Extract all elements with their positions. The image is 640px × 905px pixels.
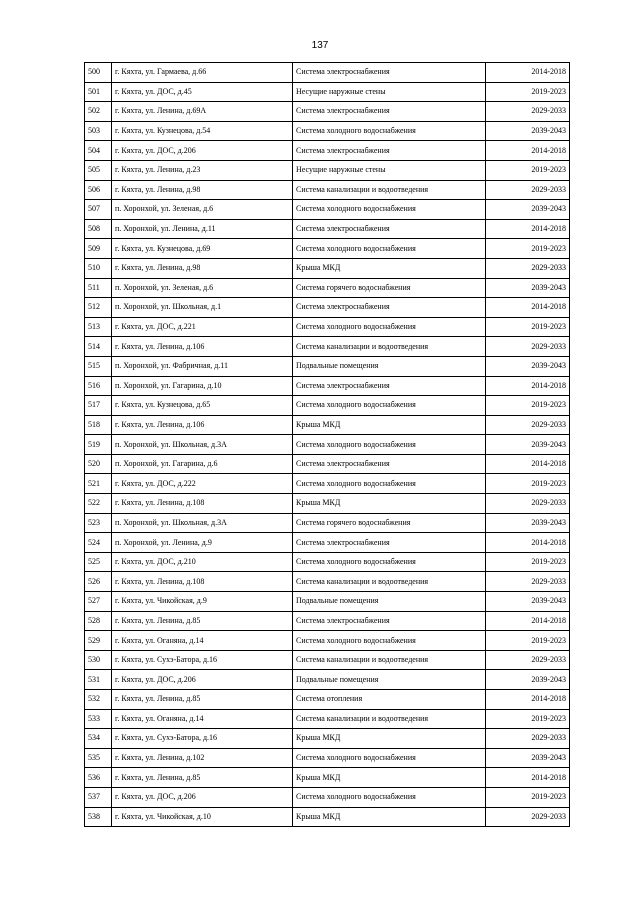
period-cell: 2039-2043 bbox=[486, 121, 570, 141]
system-cell: Подвальные помещения bbox=[293, 356, 486, 376]
table-row bbox=[85, 709, 570, 729]
address-cell: г. Кяхта, ул. Ленина, д.106 bbox=[112, 337, 293, 357]
row-number-cell: 511 bbox=[85, 278, 112, 298]
address-cell: г. Кяхта, ул. Ленина, д.108 bbox=[112, 572, 293, 592]
table-row bbox=[85, 317, 570, 337]
address-cell: г. Кяхта, ул. Ленина, д.85 bbox=[112, 690, 293, 710]
system-cell: Крыша МКД bbox=[293, 415, 486, 435]
system-cell: Крыша МКД bbox=[293, 494, 486, 514]
row-number-cell: 510 bbox=[85, 258, 112, 278]
address-cell: г. Кяхта, ул. Ленина, д.85 bbox=[112, 611, 293, 631]
period-cell: 2014-2018 bbox=[486, 219, 570, 239]
system-cell: Система канализации и водоотведения bbox=[293, 650, 486, 670]
table-row bbox=[85, 552, 570, 572]
row-number-cell: 521 bbox=[85, 474, 112, 494]
table-row bbox=[85, 102, 570, 122]
address-cell: п. Хоронхой, ул. Зеленая, д.6 bbox=[112, 200, 293, 220]
table-row bbox=[85, 494, 570, 514]
address-cell: г. Кяхта, ул. Ленина, д.23 bbox=[112, 160, 293, 180]
system-cell: Система канализации и водоотведения bbox=[293, 180, 486, 200]
system-cell: Система отопления bbox=[293, 690, 486, 710]
table-row bbox=[85, 278, 570, 298]
period-cell: 2039-2043 bbox=[486, 748, 570, 768]
row-number-cell: 534 bbox=[85, 729, 112, 749]
table-row bbox=[85, 337, 570, 357]
table-row bbox=[85, 396, 570, 416]
system-cell: Подвальные помещения bbox=[293, 670, 486, 690]
row-number-cell: 525 bbox=[85, 552, 112, 572]
address-cell: г. Кяхта, ул. Ленина, д.102 bbox=[112, 748, 293, 768]
row-number-cell: 523 bbox=[85, 513, 112, 533]
table-row bbox=[85, 572, 570, 592]
address-cell: п. Хоронхой, ул. Фабричная, д.11 bbox=[112, 356, 293, 376]
row-number-cell: 515 bbox=[85, 356, 112, 376]
row-number-cell: 519 bbox=[85, 435, 112, 455]
address-cell: г. Кяхта, ул. ДОС, д.221 bbox=[112, 317, 293, 337]
system-cell: Система холодного водоснабжения bbox=[293, 435, 486, 455]
system-cell: Система электроснабжения bbox=[293, 141, 486, 161]
period-cell: 2029-2033 bbox=[486, 650, 570, 670]
row-number-cell: 524 bbox=[85, 533, 112, 553]
registry-table bbox=[84, 62, 570, 827]
period-cell: 2029-2033 bbox=[486, 337, 570, 357]
table-row bbox=[85, 592, 570, 612]
period-cell: 2014-2018 bbox=[486, 63, 570, 83]
system-cell: Система холодного водоснабжения bbox=[293, 631, 486, 651]
period-cell: 2029-2033 bbox=[486, 415, 570, 435]
system-cell: Несущие наружные стены bbox=[293, 82, 486, 102]
table-row bbox=[85, 690, 570, 710]
address-cell: г. Кяхта, ул. Оганяна, д.14 bbox=[112, 631, 293, 651]
page-number: 137 bbox=[311, 40, 329, 51]
address-cell: г. Кяхта, ул. ДОС, д.206 bbox=[112, 670, 293, 690]
period-cell: 2039-2043 bbox=[486, 592, 570, 612]
row-number-cell: 532 bbox=[85, 690, 112, 710]
period-cell: 2019-2023 bbox=[486, 82, 570, 102]
period-cell: 2019-2023 bbox=[486, 552, 570, 572]
row-number-cell: 512 bbox=[85, 298, 112, 318]
row-number-cell: 501 bbox=[85, 82, 112, 102]
period-cell: 2029-2033 bbox=[486, 494, 570, 514]
address-cell: п. Хоронхой, ул. Школьная, д.3А bbox=[112, 435, 293, 455]
address-cell: г. Кяхта, ул. Ленина, д.106 bbox=[112, 415, 293, 435]
table-row bbox=[85, 63, 570, 83]
row-number-cell: 538 bbox=[85, 807, 112, 827]
address-cell: г. Кяхта, ул. Ленина, д.98 bbox=[112, 258, 293, 278]
period-cell: 2019-2023 bbox=[486, 160, 570, 180]
period-cell: 2029-2033 bbox=[486, 807, 570, 827]
period-cell: 2029-2033 bbox=[486, 572, 570, 592]
address-cell: п. Хоронхой, ул. Зеленая, д.6 bbox=[112, 278, 293, 298]
row-number-cell: 535 bbox=[85, 748, 112, 768]
table-row bbox=[85, 298, 570, 318]
registry-table-body bbox=[85, 63, 570, 827]
period-cell: 2014-2018 bbox=[486, 768, 570, 788]
period-cell: 2039-2043 bbox=[486, 356, 570, 376]
period-cell: 2014-2018 bbox=[486, 690, 570, 710]
table-row bbox=[85, 141, 570, 161]
system-cell: Крыша МКД bbox=[293, 729, 486, 749]
row-number-cell: 502 bbox=[85, 102, 112, 122]
period-cell: 2019-2023 bbox=[486, 474, 570, 494]
row-number-cell: 527 bbox=[85, 592, 112, 612]
period-cell: 2014-2018 bbox=[486, 141, 570, 161]
address-cell: г. Кяхта, ул. Чикойская, д.9 bbox=[112, 592, 293, 612]
table-row bbox=[85, 748, 570, 768]
table-row bbox=[85, 239, 570, 259]
address-cell: г. Кяхта, ул. ДОС, д.45 bbox=[112, 82, 293, 102]
row-number-cell: 516 bbox=[85, 376, 112, 396]
system-cell: Система холодного водоснабжения bbox=[293, 121, 486, 141]
address-cell: г. Кяхта, ул. Кузнецова, д.65 bbox=[112, 396, 293, 416]
address-cell: г. Кяхта, ул. ДОС, д.206 bbox=[112, 141, 293, 161]
address-cell: п. Хоронхой, ул. Школьная, д.1 bbox=[112, 298, 293, 318]
system-cell: Система канализации и водоотведения bbox=[293, 337, 486, 357]
address-cell: п. Хоронхой, ул. Ленина, д.9 bbox=[112, 533, 293, 553]
row-number-cell: 500 bbox=[85, 63, 112, 83]
table-row bbox=[85, 121, 570, 141]
address-cell: г. Кяхта, ул. Ленина, д.69А bbox=[112, 102, 293, 122]
period-cell: 2014-2018 bbox=[486, 376, 570, 396]
period-cell: 2029-2033 bbox=[486, 729, 570, 749]
address-cell: г. Кяхта, ул. Сухэ-Батора, д.16 bbox=[112, 650, 293, 670]
system-cell: Система горячего водоснабжения bbox=[293, 513, 486, 533]
system-cell: Крыша МКД bbox=[293, 768, 486, 788]
period-cell: 2019-2023 bbox=[486, 396, 570, 416]
period-cell: 2039-2043 bbox=[486, 435, 570, 455]
table-row bbox=[85, 180, 570, 200]
system-cell: Система холодного водоснабжения bbox=[293, 239, 486, 259]
address-cell: п. Хоронхой, ул. Школьная, д.3А bbox=[112, 513, 293, 533]
address-cell: г. Кяхта, ул. Гармаева, д.66 bbox=[112, 63, 293, 83]
system-cell: Система электроснабжения bbox=[293, 63, 486, 83]
address-cell: г. Кяхта, ул. Оганяна, д.14 bbox=[112, 709, 293, 729]
system-cell: Подвальные помещения bbox=[293, 592, 486, 612]
period-cell: 2019-2023 bbox=[486, 787, 570, 807]
table-row bbox=[85, 82, 570, 102]
system-cell: Система электроснабжения bbox=[293, 376, 486, 396]
address-cell: г. Кяхта, ул. Чикойская, д.10 bbox=[112, 807, 293, 827]
system-cell: Система холодного водоснабжения bbox=[293, 748, 486, 768]
system-cell: Система электроснабжения bbox=[293, 611, 486, 631]
row-number-cell: 507 bbox=[85, 200, 112, 220]
row-number-cell: 536 bbox=[85, 768, 112, 788]
system-cell: Система горячего водоснабжения bbox=[293, 278, 486, 298]
table-row bbox=[85, 219, 570, 239]
system-cell: Система холодного водоснабжения bbox=[293, 200, 486, 220]
table-row bbox=[85, 807, 570, 827]
address-cell: г. Кяхта, ул. Кузнецова, д.69 bbox=[112, 239, 293, 259]
system-cell: Крыша МКД bbox=[293, 258, 486, 278]
period-cell: 2029-2033 bbox=[486, 102, 570, 122]
address-cell: г. Кяхта, ул. Ленина, д.85 bbox=[112, 768, 293, 788]
address-cell: г. Кяхта, ул. Кузнецова, д.54 bbox=[112, 121, 293, 141]
table-row bbox=[85, 787, 570, 807]
system-cell: Система холодного водоснабжения bbox=[293, 474, 486, 494]
row-number-cell: 504 bbox=[85, 141, 112, 161]
system-cell: Система электроснабжения bbox=[293, 102, 486, 122]
address-cell: п. Хоронхой, ул. Гагарина, д.6 bbox=[112, 454, 293, 474]
address-cell: п. Хоронхой, ул. Гагарина, д.10 bbox=[112, 376, 293, 396]
address-cell: г. Кяхта, ул. Ленина, д.98 bbox=[112, 180, 293, 200]
row-number-cell: 503 bbox=[85, 121, 112, 141]
address-cell: г. Кяхта, ул. Ленина, д.108 bbox=[112, 494, 293, 514]
period-cell: 2014-2018 bbox=[486, 298, 570, 318]
table-row bbox=[85, 160, 570, 180]
table-row bbox=[85, 454, 570, 474]
table-row bbox=[85, 376, 570, 396]
system-cell: Система холодного водоснабжения bbox=[293, 787, 486, 807]
system-cell: Система холодного водоснабжения bbox=[293, 552, 486, 572]
system-cell: Система холодного водоснабжения bbox=[293, 317, 486, 337]
period-cell: 2014-2018 bbox=[486, 533, 570, 553]
row-number-cell: 531 bbox=[85, 670, 112, 690]
row-number-cell: 528 bbox=[85, 611, 112, 631]
row-number-cell: 518 bbox=[85, 415, 112, 435]
system-cell: Крыша МКД bbox=[293, 807, 486, 827]
system-cell: Система электроснабжения bbox=[293, 219, 486, 239]
table-row bbox=[85, 611, 570, 631]
system-cell: Несущие наружные стены bbox=[293, 160, 486, 180]
row-number-cell: 517 bbox=[85, 396, 112, 416]
row-number-cell: 509 bbox=[85, 239, 112, 259]
period-cell: 2019-2023 bbox=[486, 317, 570, 337]
table-row bbox=[85, 631, 570, 651]
row-number-cell: 530 bbox=[85, 650, 112, 670]
table-row bbox=[85, 513, 570, 533]
row-number-cell: 537 bbox=[85, 787, 112, 807]
row-number-cell: 514 bbox=[85, 337, 112, 357]
period-cell: 2014-2018 bbox=[486, 454, 570, 474]
table-row bbox=[85, 356, 570, 376]
period-cell: 2029-2033 bbox=[486, 258, 570, 278]
system-cell: Система электроснабжения bbox=[293, 533, 486, 553]
row-number-cell: 533 bbox=[85, 709, 112, 729]
table-row bbox=[85, 533, 570, 553]
table-row bbox=[85, 650, 570, 670]
row-number-cell: 529 bbox=[85, 631, 112, 651]
system-cell: Система канализации и водоотведения bbox=[293, 709, 486, 729]
address-cell: г. Кяхта, ул. ДОС, д.206 bbox=[112, 787, 293, 807]
period-cell: 2039-2043 bbox=[486, 670, 570, 690]
table-row bbox=[85, 415, 570, 435]
address-cell: г. Кяхта, ул. ДОС, д.222 bbox=[112, 474, 293, 494]
period-cell: 2019-2023 bbox=[486, 239, 570, 259]
period-cell: 2039-2043 bbox=[486, 278, 570, 298]
period-cell: 2019-2023 bbox=[486, 631, 570, 651]
period-cell: 2019-2023 bbox=[486, 709, 570, 729]
row-number-cell: 506 bbox=[85, 180, 112, 200]
address-cell: п. Хоронхой, ул. Ленина, д.11 bbox=[112, 219, 293, 239]
row-number-cell: 505 bbox=[85, 160, 112, 180]
period-cell: 2039-2043 bbox=[486, 200, 570, 220]
address-cell: г. Кяхта, ул. Сухэ-Батора, д.16 bbox=[112, 729, 293, 749]
system-cell: Система холодного водоснабжения bbox=[293, 396, 486, 416]
system-cell: Система электроснабжения bbox=[293, 454, 486, 474]
row-number-cell: 513 bbox=[85, 317, 112, 337]
table-row bbox=[85, 768, 570, 788]
row-number-cell: 526 bbox=[85, 572, 112, 592]
table-row bbox=[85, 200, 570, 220]
row-number-cell: 508 bbox=[85, 219, 112, 239]
row-number-cell: 520 bbox=[85, 454, 112, 474]
table-row bbox=[85, 474, 570, 494]
table-row bbox=[85, 435, 570, 455]
period-cell: 2014-2018 bbox=[486, 611, 570, 631]
system-cell: Система канализации и водоотведения bbox=[293, 572, 486, 592]
period-cell: 2029-2033 bbox=[486, 180, 570, 200]
address-cell: г. Кяхта, ул. ДОС, д.210 bbox=[112, 552, 293, 572]
period-cell: 2039-2043 bbox=[486, 513, 570, 533]
row-number-cell: 522 bbox=[85, 494, 112, 514]
table-row bbox=[85, 729, 570, 749]
table-row bbox=[85, 258, 570, 278]
table-row bbox=[85, 670, 570, 690]
system-cell: Система электроснабжения bbox=[293, 298, 486, 318]
